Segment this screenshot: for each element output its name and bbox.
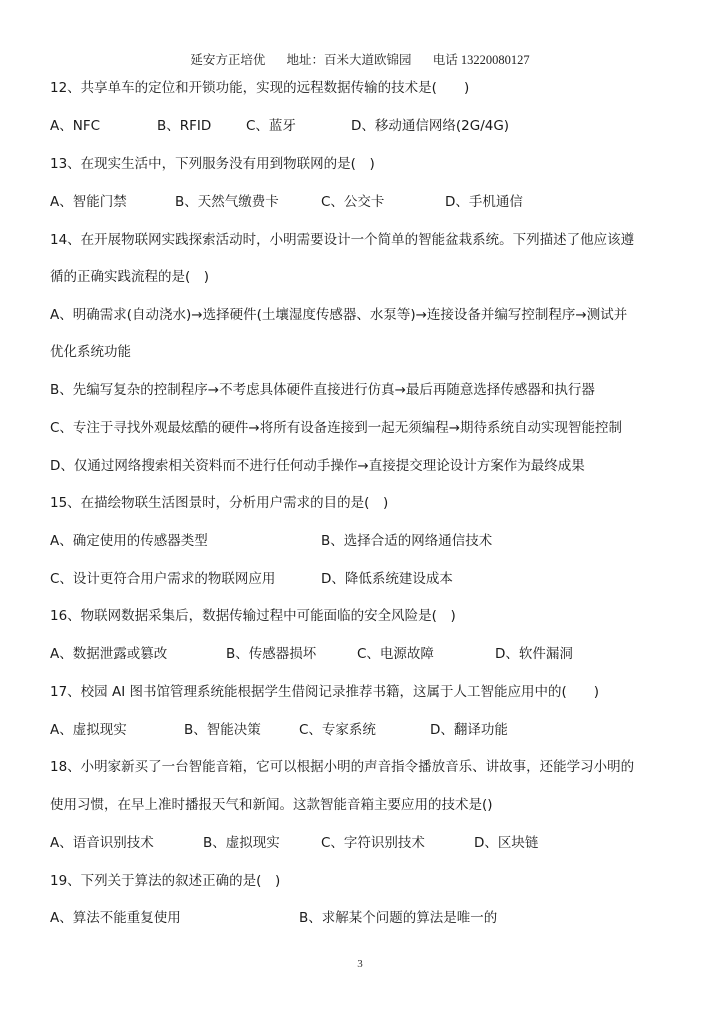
page-number: 3: [357, 958, 363, 970]
header-address: 地址：百米大道欧锦园: [286, 53, 412, 67]
option-a: A、虚拟现实: [50, 722, 127, 738]
option-a: A、智能门禁: [50, 194, 127, 210]
option-c: C、设计更符合用户需求的物联网应用: [50, 571, 276, 587]
question-18-stem-line2: 使用习惯，在早上准时播报天气和新闻。这款智能音箱主要应用的技术是(): [50, 797, 493, 813]
option-a: A、NFC: [50, 118, 101, 134]
option-c: C、专家系统: [299, 722, 376, 738]
option-b: B、先编写复杂的控制程序→不考虑具体硬件直接进行仿真→最后再随意选择传感器和执行器: [50, 382, 595, 398]
option-b: B、求解某个问题的算法是唯一的: [299, 910, 498, 926]
option-a: A、明确需求(自动浇水)→选择硬件(土壤湿度传感器、水泵等)→连接设备并编写控制程序→测试并: [50, 307, 628, 323]
option-d: D、移动通信网络(2G/4G): [351, 118, 510, 134]
page-header: [0, 50, 720, 68]
question-12-stem: 12、共享单车的定位和开锁功能，实现的远程数据传输的技术是( ): [50, 80, 470, 96]
question-14-stem-line2: 循的正确实践流程的是( ): [50, 269, 210, 285]
option-c: C、专注于寻找外观最炫酷的硬件→将所有设备连接到一起无须编程→期待系统自动实现智能控制: [50, 420, 623, 436]
option-c: C、公交卡: [321, 194, 385, 210]
option-b: B、选择合适的网络通信技术: [321, 533, 493, 549]
header-org: 延安方正培优: [190, 53, 266, 67]
option-a: A、语音识别技术: [50, 835, 154, 851]
question-13-stem: 13、在现实生活中，下列服务没有用到物联网的是( ): [50, 156, 375, 172]
question-19-stem: 19、下列关于算法的叙述正确的是( ): [50, 873, 281, 889]
option-c: C、蓝牙: [246, 118, 296, 134]
option-c: C、字符识别技术: [321, 835, 425, 851]
option-b: B、天然气缴费卡: [175, 194, 279, 210]
option-d: D、软件漏洞: [495, 646, 573, 662]
option-a-continued: 优化系统功能: [50, 344, 131, 360]
option-b: B、虚拟现实: [203, 835, 280, 851]
option-b: B、智能决策: [184, 722, 261, 738]
option-d: D、翻译功能: [430, 722, 508, 738]
option-d: D、手机通信: [445, 194, 523, 210]
question-17-stem: 17、校园 AI 图书馆管理系统能根据学生借阅记录推荐书籍，这属于人工智能应用中的( ): [50, 684, 600, 700]
option-b: B、RFID: [157, 118, 212, 134]
question-18-stem-line1: 18、小明家新买了一台智能音箱，它可以根据小明的声音指令播放音乐、讲故事，还能学习小明的: [50, 759, 635, 775]
option-d: D、仅通过网络搜索相关资料而不进行任何动手操作→直接提交理论设计方案作为最终成果: [50, 458, 585, 474]
question-16-stem: 16、物联网数据采集后，数据传输过程中可能面临的安全风险是( ): [50, 608, 456, 624]
header-phone: 电话 13220080127: [432, 53, 530, 67]
option-a: A、确定使用的传感器类型: [50, 533, 208, 549]
option-a: A、算法不能重复使用: [50, 910, 181, 926]
option-b: B、传感器损坏: [226, 646, 317, 662]
question-14-stem-line1: 14、在开展物联网实践探索活动时，小明需要设计一个简单的智能盆栽系统。下列描述了他应该遵: [50, 232, 635, 248]
option-d: D、降低系统建设成本: [321, 571, 453, 587]
option-c: C、电源故障: [357, 646, 434, 662]
option-a: A、数据泄露或篡改: [50, 646, 168, 662]
question-15-stem: 15、在描绘物联生活图景时，分析用户需求的目的是( ): [50, 495, 389, 511]
option-d: D、区块链: [474, 835, 539, 851]
